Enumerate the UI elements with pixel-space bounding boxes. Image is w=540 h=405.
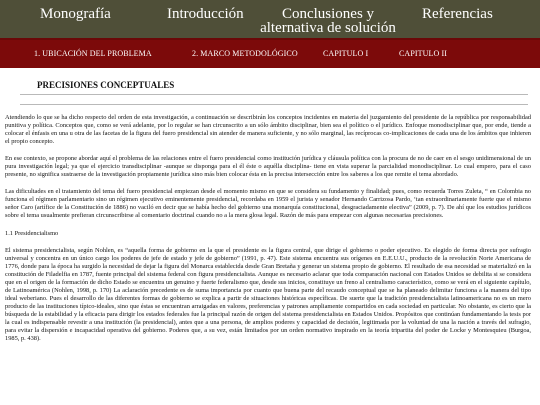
- nav-link-monografia[interactable]: Monografía: [40, 6, 111, 22]
- section-navigation: [0, 38, 540, 68]
- nav-link-conclusiones[interactable]: Conclusiones y alternativa de solución: [260, 6, 396, 36]
- nav-link-referencias[interactable]: Referencias: [422, 6, 493, 22]
- subnav-link-ubicacion[interactable]: 1. UBICACIÓN DEL PROBLEMA: [34, 49, 152, 58]
- top-navigation: [0, 0, 540, 38]
- subnav-link-marco[interactable]: 2. MARCO METODOLÓGICO: [192, 49, 298, 58]
- section-title: PRECISIONES CONCEPTUALES: [37, 80, 175, 90]
- title-divider-top: [20, 94, 528, 95]
- paragraph: Atendiendo lo que se ha dicho respecto del orden de esta investigación, a continuación se describirán los conceptos incidentes en materia del juzgamiento del presidente de la república por responsabilidad punitiva y política. Conceptos que, como se verá adelante, por lo regular se han circunscrito a un sólo ámbito disciplinar, bien sea el político o el jurídico. Enfoque monodisciplinar que, por ende, tiende a colocar el énfasis en una u otra de las facetas de la figura del fuero presidencial sin atender de manera suficiente, y no sólo marginal, las recíprocas co-implicaciones de cada una de los ámbitos que inhieren el propio concepto.: [5, 114, 531, 146]
- subnav-link-capitulo-i[interactable]: CAPITULO I: [323, 49, 369, 58]
- subsection-heading: 1.1 Presidencialismo: [5, 229, 59, 237]
- paragraph: Las dificultades en el tratamiento del tema del fuero presidencial empiezan desde el momento mismo en que se considera su fundamento y finalidad; pues, como recuerda Torres Zuleta, “ en Colombia no funciona el régimen parlamentario sino un régimen ejecutivo eminentemente presidencial, recordaba en 1959 el jurista y senador Hernando Carrizosa Pardo, ‘tan extraordinariamente fuerte que el mismo señor Caro (artífice de la Constitución de 1886) no vaciló en decir que se había hecho del gobierno una monarquía constitucional, desgraciadamente electiva” (2009, p. 7). De ahí que los estudios jurídicos sobre el tema usualmente prefieran circunscribirse al comentario doctrinal cuando no a la mera glosa legal. Razón de más para empezar con algunas necesarias precisiones.: [5, 188, 531, 220]
- article-body: [5, 114, 531, 352]
- nav-link-introduccion[interactable]: Introducción: [167, 6, 244, 22]
- subnav-link-capitulo-ii[interactable]: CAPITULO II: [399, 49, 447, 58]
- paragraph: El sistema presidencialista, según Nohlen, es “aquella forma de gobierno en la que el presidente es la figura central, que dirige el gobierno o poder ejecutivo. Es elegido de forma directa por sufragio universal y concentra en un único cargo los poderes de jefe de estado y jefe de gobierno” (1991, p. 47). Este sistema encuentra sus orígenes en E.E.U.U., producto de la revolución Norte Americana de 1776, donde para la época ha surgido la necesidad de dejar la figura del Monarca establecida desde Gran Bretaña y generar un sistema propio de gobierno. El resultado de esa necesidad se materializó en la constitución de Filadelfia en 1787, fuente principal del sistema federal con figura presidencialista. Aunque es necesario aclarar que toda comparación nacional con Estados Unidos se debilita si se considera que en el origen de la formación de dicho Estado se encuentra un genuino y fuerte federalismo que, desde sus inicios, constituye un freno al centralismo característico, como se verá en el siguiente capítulo, de Latinoamérica (Nohlen, 1998, p. 170) La aclaración precedente es de suma importancia por cuanto que buena parte del recaudo conceptual que se ha planeado delimitar funciona a la manera del tipo ideal weberiano. Pues el desarrollo de las diferentes formas de gobierno se explica a partir de situaciones históricas específicas. De suerte que la tradición presidencialista latinoamericana no es un mero producto de las instituciones típico-ideales, sino que éstas se encuentran arraigadas en valores, preferencias y patrones ampliamente compartidos en cada sociedad en particular. No obstante, es cierto que la búsqueda de la estabilidad y la eficacia para dirigir los estados federales fue la principal razón de origen del sistema presidencialista en Estados Unidos. Propósitos que continúan fundamentando la tesis por la cual es indispensable revestir a una institución (la presidencial), antes que a una persona, de amplios poderes y capacidad de decisión, legitimada por la voluntad de una la nación a través del sufragio, para evitar la dispersión e incapacidad operativa del gobierno. Poderes que, a su vez, están limitados por un orden normativo inspirado en la teoría tripartita del poder de Locke y Montesquieu (Burgoa, 1985, p. 438).: [5, 246, 531, 343]
- title-divider-bottom: [20, 104, 528, 105]
- paragraph: En ese contexto, se propone abordar aquí el problema de las relaciones entre el fuero presidencial como institución jurídica y cláusula política con la procura de no de caer en el sesgo unidimensional de un pura investigación legal; ya que el ejercicio transdisciplinar -aunque se disponga para el él éste o aquélla disciplina- tiene en vista superar la parcialidad monodisciplinar. Lo cual empero, para el caso presente, no significa sustraerse de la investigación propiamente jurídica sino más bien colocar ésta en la precisa intersección entre los saberes a los que remite el tema abordado.: [5, 155, 531, 179]
